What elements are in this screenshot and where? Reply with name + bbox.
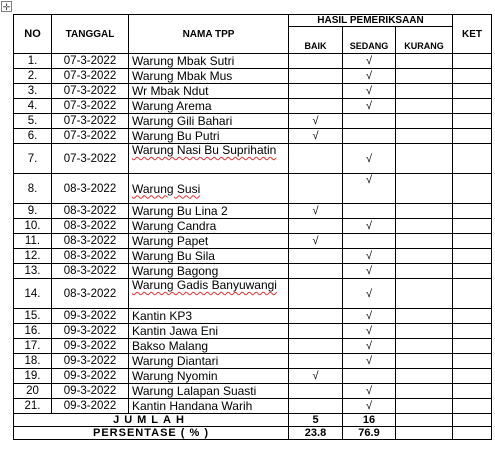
row-nama-text: Warung Diantari bbox=[132, 354, 219, 368]
row-tanggal: 07-3-2022 bbox=[52, 129, 129, 144]
row-no: 13. bbox=[14, 264, 52, 279]
header-kurang: KURANG bbox=[396, 27, 453, 54]
table-row bbox=[14, 99, 492, 114]
row-nama-text: Warung Nyomin bbox=[132, 369, 218, 383]
row-no: 19. bbox=[14, 369, 52, 384]
table-row bbox=[14, 324, 492, 339]
row-ket bbox=[453, 264, 492, 279]
row-kurang bbox=[396, 339, 453, 354]
row-tanggal: 07-3-2022 bbox=[52, 54, 129, 69]
row-ket bbox=[453, 69, 492, 84]
row-ket bbox=[453, 399, 492, 414]
row-nama-text: Warung Susi bbox=[132, 181, 201, 196]
row-nama-text: Warung Mbak Mus bbox=[132, 69, 233, 83]
row-nama-tpp bbox=[129, 99, 289, 114]
row-sedang: √ bbox=[343, 219, 396, 234]
row-ket bbox=[453, 114, 492, 129]
row-baik: √ bbox=[289, 234, 343, 249]
row-kurang bbox=[396, 399, 453, 414]
row-tanggal: 08-3-2022 bbox=[52, 174, 129, 204]
persentase-kurang bbox=[396, 427, 453, 440]
row-sedang: √ bbox=[343, 174, 396, 204]
row-nama-tpp bbox=[129, 219, 289, 234]
row-baik bbox=[289, 339, 343, 354]
row-nama-tpp bbox=[129, 84, 289, 99]
header-hasil-pemeriksaan: HASIL PEMERIKSAAN bbox=[289, 15, 453, 27]
jumlah-kurang bbox=[396, 414, 453, 427]
row-kurang bbox=[396, 309, 453, 324]
row-nama-text: Warung Candra bbox=[132, 219, 217, 233]
row-nama-text: Kantin Handana Warih bbox=[132, 399, 253, 413]
row-nama-text: Warung Gili Bahari bbox=[132, 114, 233, 128]
header-sedang: SEDANG bbox=[343, 27, 396, 54]
row-baik bbox=[289, 354, 343, 369]
table-row bbox=[14, 384, 492, 399]
row-nama-tpp bbox=[129, 369, 289, 384]
row-tanggal: 07-3-2022 bbox=[52, 144, 129, 174]
header-tanggal: TANGGAL bbox=[52, 15, 129, 54]
header-baik: BAIK bbox=[289, 27, 343, 54]
row-tanggal: 09-3-2022 bbox=[52, 324, 129, 339]
row-nama-tpp bbox=[129, 54, 289, 69]
row-nama-text: Bakso Malang bbox=[132, 339, 209, 353]
row-kurang bbox=[396, 219, 453, 234]
persentase-baik: 23.8 bbox=[289, 427, 343, 440]
header-no: NO bbox=[14, 15, 52, 54]
table-row bbox=[14, 204, 492, 219]
row-tanggal: 08-3-2022 bbox=[52, 279, 129, 309]
row-nama-tpp bbox=[129, 144, 289, 174]
row-baik bbox=[289, 249, 343, 264]
row-kurang bbox=[396, 99, 453, 114]
row-nama-text: Warung Arema bbox=[132, 99, 212, 113]
row-no: 8. bbox=[14, 174, 52, 204]
row-kurang bbox=[396, 324, 453, 339]
row-sedang: √ bbox=[343, 324, 396, 339]
table-row bbox=[14, 129, 492, 144]
table-row bbox=[14, 69, 492, 84]
row-nama-tpp bbox=[129, 129, 289, 144]
row-tanggal: 07-3-2022 bbox=[52, 99, 129, 114]
row-nama-text: Warung Mbak Sutri bbox=[132, 54, 235, 68]
row-baik bbox=[289, 384, 343, 399]
table-row bbox=[14, 234, 492, 249]
row-no: 2. bbox=[14, 69, 52, 84]
row-tanggal: 09-3-2022 bbox=[52, 369, 129, 384]
table-row bbox=[14, 399, 492, 414]
jumlah-row bbox=[14, 414, 492, 427]
row-ket bbox=[453, 144, 492, 174]
row-nama-tpp bbox=[129, 114, 289, 129]
table-row bbox=[14, 339, 492, 354]
table-row bbox=[14, 264, 492, 279]
row-no: 16. bbox=[14, 324, 52, 339]
row-tanggal: 09-3-2022 bbox=[52, 384, 129, 399]
row-nama-text: Warung Lalapan Suasti bbox=[132, 384, 257, 398]
row-ket bbox=[453, 84, 492, 99]
row-baik bbox=[289, 264, 343, 279]
row-sedang: √ bbox=[343, 249, 396, 264]
table-row bbox=[14, 219, 492, 234]
row-sedang bbox=[343, 114, 396, 129]
row-tanggal: 09-3-2022 bbox=[52, 339, 129, 354]
row-no: 15. bbox=[14, 309, 52, 324]
row-no: 3. bbox=[14, 84, 52, 99]
row-tanggal: 09-3-2022 bbox=[52, 309, 129, 324]
table-row bbox=[14, 249, 492, 264]
row-baik: √ bbox=[289, 369, 343, 384]
row-no: 5. bbox=[14, 114, 52, 129]
row-tanggal: 08-3-2022 bbox=[52, 204, 129, 219]
row-sedang: √ bbox=[343, 84, 396, 99]
row-no: 7. bbox=[14, 144, 52, 174]
row-tanggal: 09-3-2022 bbox=[52, 354, 129, 369]
row-kurang bbox=[396, 204, 453, 219]
row-nama-tpp bbox=[129, 324, 289, 339]
row-kurang bbox=[396, 264, 453, 279]
row-kurang bbox=[396, 174, 453, 204]
row-ket bbox=[453, 204, 492, 219]
row-kurang bbox=[396, 114, 453, 129]
row-nama-text: Kantin Jawa Eni bbox=[132, 324, 219, 338]
table-body bbox=[14, 54, 492, 414]
persentase-ket bbox=[453, 427, 492, 440]
row-kurang bbox=[396, 354, 453, 369]
row-ket bbox=[453, 309, 492, 324]
row-kurang bbox=[396, 249, 453, 264]
row-ket bbox=[453, 354, 492, 369]
row-kurang bbox=[396, 234, 453, 249]
row-ket bbox=[453, 339, 492, 354]
row-nama-text: Warung Bu Lina 2 bbox=[132, 204, 228, 218]
row-baik bbox=[289, 279, 343, 309]
persentase-row bbox=[14, 427, 492, 440]
table-row bbox=[14, 114, 492, 129]
row-baik bbox=[289, 99, 343, 114]
row-sedang: √ bbox=[343, 339, 396, 354]
jumlah-ket bbox=[453, 414, 492, 427]
row-nama-text: Warung Bagong bbox=[132, 264, 219, 278]
row-no: 4. bbox=[14, 99, 52, 114]
row-nama-tpp bbox=[129, 234, 289, 249]
row-kurang bbox=[396, 279, 453, 309]
row-baik bbox=[289, 399, 343, 414]
row-nama-tpp bbox=[129, 354, 289, 369]
row-baik bbox=[289, 219, 343, 234]
row-nama-tpp bbox=[129, 174, 289, 204]
persentase-sedang: 76.9 bbox=[343, 427, 396, 440]
table-row bbox=[14, 144, 492, 174]
row-sedang: √ bbox=[343, 144, 396, 174]
row-ket bbox=[453, 129, 492, 144]
row-tanggal: 07-3-2022 bbox=[52, 84, 129, 99]
row-no: 14. bbox=[14, 279, 52, 309]
row-sedang: √ bbox=[343, 69, 396, 84]
row-ket bbox=[453, 99, 492, 114]
row-no: 9. bbox=[14, 204, 52, 219]
row-no: 20 bbox=[14, 384, 52, 399]
row-sedang: √ bbox=[343, 384, 396, 399]
row-ket bbox=[453, 234, 492, 249]
jumlah-label: JUMLAH bbox=[14, 414, 289, 427]
row-no: 11. bbox=[14, 234, 52, 249]
row-nama-tpp bbox=[129, 384, 289, 399]
row-nama-text: Warung Nasi Bu Suprihatin bbox=[132, 143, 277, 157]
row-nama-tpp bbox=[129, 69, 289, 84]
row-nama-tpp bbox=[129, 249, 289, 264]
table-row bbox=[14, 309, 492, 324]
row-nama-tpp bbox=[129, 204, 289, 219]
row-nama-tpp bbox=[129, 339, 289, 354]
row-nama-text: Warung Bu Sila bbox=[132, 249, 215, 263]
table-move-handle-icon[interactable]: ✛ bbox=[2, 2, 11, 12]
row-kurang bbox=[396, 54, 453, 69]
table-row bbox=[14, 84, 492, 99]
table-row bbox=[14, 369, 492, 384]
row-no: 12. bbox=[14, 249, 52, 264]
row-nama-text: Wr Mbak Ndut bbox=[132, 84, 209, 98]
row-ket bbox=[453, 174, 492, 204]
row-tanggal: 09-3-2022 bbox=[52, 399, 129, 414]
row-sedang: √ bbox=[343, 399, 396, 414]
row-kurang bbox=[396, 369, 453, 384]
row-ket bbox=[453, 249, 492, 264]
row-kurang bbox=[396, 69, 453, 84]
row-no: 18. bbox=[14, 354, 52, 369]
row-sedang: √ bbox=[343, 354, 396, 369]
row-sedang: √ bbox=[343, 309, 396, 324]
inspection-table bbox=[13, 14, 492, 440]
row-sedang bbox=[343, 234, 396, 249]
row-nama-text: Kantin KP3 bbox=[132, 309, 193, 323]
row-no: 17. bbox=[14, 339, 52, 354]
row-baik: √ bbox=[289, 204, 343, 219]
row-nama-tpp bbox=[129, 279, 289, 309]
row-baik bbox=[289, 174, 343, 204]
persentase-label: PERSENTASE ( % ) bbox=[14, 427, 289, 440]
header-nama-tpp: NAMA TPP bbox=[129, 15, 289, 54]
row-tanggal: 08-3-2022 bbox=[52, 234, 129, 249]
row-baik bbox=[289, 144, 343, 174]
row-tanggal: 07-3-2022 bbox=[52, 114, 129, 129]
row-no: 6. bbox=[14, 129, 52, 144]
row-nama-tpp bbox=[129, 264, 289, 279]
row-no: 1. bbox=[14, 54, 52, 69]
row-baik: √ bbox=[289, 129, 343, 144]
row-baik: √ bbox=[289, 114, 343, 129]
row-kurang bbox=[396, 129, 453, 144]
row-no: 21. bbox=[14, 399, 52, 414]
row-baik bbox=[289, 54, 343, 69]
row-nama-text: Warung Papet bbox=[132, 234, 209, 248]
row-ket bbox=[453, 324, 492, 339]
row-baik bbox=[289, 69, 343, 84]
header-ket: KET bbox=[453, 15, 492, 54]
row-tanggal: 08-3-2022 bbox=[52, 219, 129, 234]
table-row bbox=[14, 354, 492, 369]
jumlah-sedang: 16 bbox=[343, 414, 396, 427]
row-kurang bbox=[396, 84, 453, 99]
table-row bbox=[14, 279, 492, 309]
jumlah-baik: 5 bbox=[289, 414, 343, 427]
row-baik bbox=[289, 324, 343, 339]
row-ket bbox=[453, 54, 492, 69]
row-ket bbox=[453, 369, 492, 384]
row-baik bbox=[289, 84, 343, 99]
row-sedang: √ bbox=[343, 279, 396, 309]
row-no: 10. bbox=[14, 219, 52, 234]
table-row bbox=[14, 174, 492, 204]
row-sedang bbox=[343, 204, 396, 219]
row-nama-text: Warung Gadis Banyuwangi bbox=[132, 278, 277, 292]
row-baik bbox=[289, 309, 343, 324]
row-ket bbox=[453, 219, 492, 234]
row-tanggal: 07-3-2022 bbox=[52, 69, 129, 84]
row-ket bbox=[453, 279, 492, 309]
row-nama-tpp bbox=[129, 399, 289, 414]
row-kurang bbox=[396, 144, 453, 174]
row-kurang bbox=[396, 384, 453, 399]
row-nama-text: Warung Bu Putri bbox=[132, 129, 220, 143]
row-nama-tpp bbox=[129, 309, 289, 324]
row-sedang: √ bbox=[343, 99, 396, 114]
row-tanggal: 08-3-2022 bbox=[52, 264, 129, 279]
table-row bbox=[14, 54, 492, 69]
row-sedang bbox=[343, 129, 396, 144]
row-sedang: √ bbox=[343, 54, 396, 69]
row-sedang: √ bbox=[343, 264, 396, 279]
row-ket bbox=[453, 384, 492, 399]
row-tanggal: 08-3-2022 bbox=[52, 249, 129, 264]
row-sedang bbox=[343, 369, 396, 384]
